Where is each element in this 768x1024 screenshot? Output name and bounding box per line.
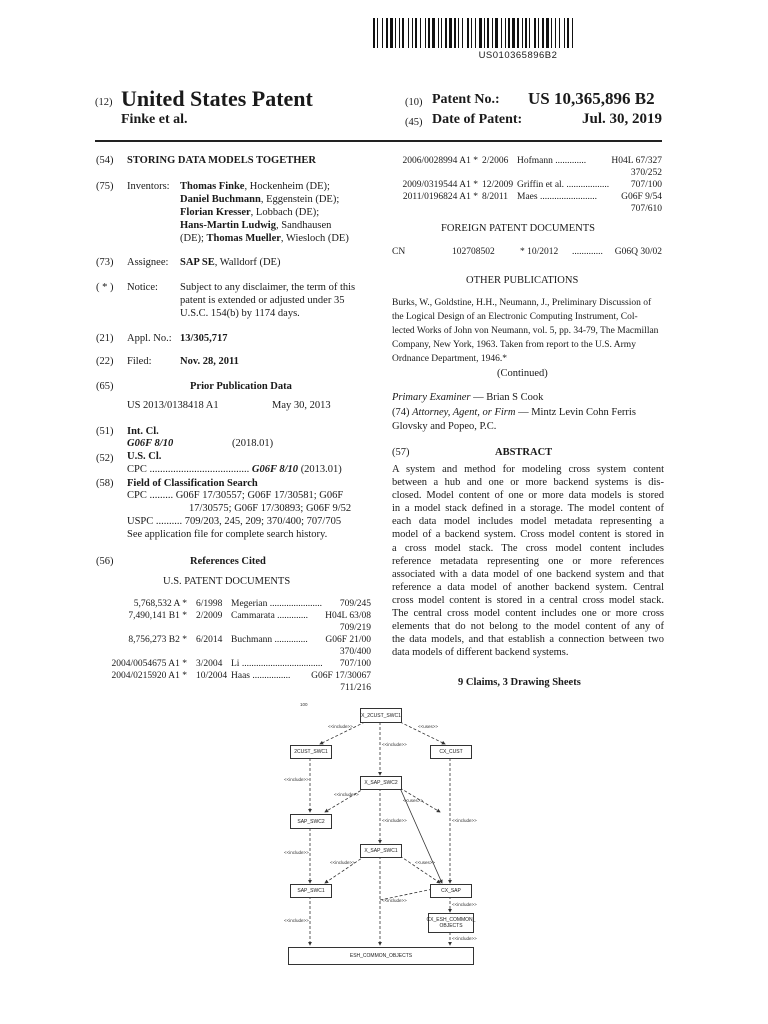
- inventors-label: Inventors:: [127, 181, 170, 192]
- us-docs-heading: U.S. PATENT DOCUMENTS: [163, 576, 291, 587]
- invention-title: STORING DATA MODELS TOGETHER: [127, 155, 316, 166]
- reference-row: 5,768,532 A * 6/1998 Megerian ...................... 709/245: [133, 599, 371, 609]
- abstract-line: elements that do not belong to the model content of any of: [392, 621, 664, 633]
- attorney: (74) Attorney, Agent, or Firm — Mintz Levin Cohn Ferris: [392, 407, 636, 418]
- edge-label: <<include>>: [334, 792, 359, 797]
- date-code: (45): [405, 117, 423, 128]
- inventors-list: [180, 180, 349, 245]
- notice-text: [180, 281, 370, 320]
- primary-examiner: Primary Examiner — Brian S Cook: [392, 392, 544, 403]
- node-sap-swc2: SAP_SWC2: [290, 814, 332, 829]
- abstract-line: between a hub and one or more backend systems is dis-: [392, 477, 664, 489]
- figure: [280, 700, 480, 970]
- reference-row: 2004/0054675 A1 * 3/2004 Li .................................. 707/100: [111, 659, 371, 669]
- reference-row: 2011/0196824 A1 * 8/2011 Maes ........................ G06F 9/54 707/610: [402, 192, 662, 214]
- refs-code: (56): [96, 556, 114, 567]
- abstract-code: (57): [392, 447, 410, 458]
- inventors-code: (75): [96, 181, 114, 192]
- prior-date: May 30, 2013: [272, 400, 331, 411]
- inventor-line: Hans-Martin Ludwig, Sandhausen: [180, 220, 332, 231]
- inventor-line: (DE); Thomas Mueller, Wiesloch (DE): [180, 233, 349, 244]
- patent-no-code: (10): [405, 97, 423, 108]
- notice-line: U.S.C. 154(b) by 1174 days.: [180, 308, 300, 319]
- assignee-label: Assignee:: [127, 257, 169, 268]
- abstract-line: the data models, and that establish a connection between two: [392, 634, 664, 646]
- notice-code: ( * ): [96, 282, 114, 293]
- edge-label: <<include>>: [382, 742, 407, 747]
- foreign-heading: FOREIGN PATENT DOCUMENTS: [441, 223, 596, 234]
- other-pubs-heading: OTHER PUBLICATIONS: [466, 275, 579, 286]
- abstract-line: model of a backend system. Cross model content is stored in: [392, 529, 664, 541]
- prior-heading: Prior Publication Data: [190, 381, 292, 392]
- intcl-label: Int. Cl.: [127, 426, 159, 437]
- inventor-line: Florian Kresser, Lobbach (DE);: [180, 207, 320, 218]
- edge-label: <<include>>: [284, 777, 309, 782]
- intcl-class: G06F 8/10: [127, 438, 174, 449]
- claims-count: 9 Claims, 3 Drawing Sheets: [458, 677, 581, 688]
- field-label: Field of Classification Search: [127, 478, 258, 489]
- node-2cust-swc1: 2CUST_SWC1: [290, 745, 332, 759]
- patent-date: Jul. 30, 2019: [582, 111, 663, 127]
- assignee-name: SAP SE: [180, 257, 215, 268]
- reference-row: 8,756,273 B2 * 6/2014 Buchmann .............. G06F 21/00 370/400: [128, 635, 371, 657]
- abstract-line: a cross model stack. The cross model content includes: [392, 542, 664, 554]
- cpc-line: CPC ...................................... G06F 8/10 (2013.01): [127, 464, 342, 475]
- patent-title-header: United States Patent: [121, 86, 313, 111]
- abstract-text: [392, 463, 664, 659]
- filed-label: Filed:: [127, 356, 152, 367]
- date-label: Date of Patent:: [432, 112, 523, 127]
- node-x-2cust-swc1: X_2CUST_SWC1: [360, 708, 402, 723]
- field-lines: CPC ......... G06F 17/30557; G06F 17/30581; G06F 17/30575; G06F 17/30893; G06F 9/52 USPC .......... 709/203, 245, 209; 370/400; 707/705 See application file for complete search history.: [127, 490, 352, 540]
- edge-label: <<uses>>: [418, 724, 439, 729]
- edge-label: <<include>>: [328, 724, 353, 729]
- appl-label: Appl. No.:: [127, 333, 172, 344]
- other-pubs: Burks, W., Goldstine, H.H., Neumann, J., Preliminary Discussion of the Logical Design of an Electronic Computing Instrument, Col- lected Works of John von Neumann, vol. 5, pp. 34-79, The Macmillan Company, New York, 1963. Taken from report to the U.S. Army Ordnance Department, 1946.*: [392, 298, 659, 364]
- assignee-code: (73): [96, 257, 114, 268]
- us-docs-list-cont: [392, 155, 662, 215]
- abstract-line: each data model includes model metadata representing a: [392, 516, 664, 528]
- reference-row: 7,490,141 B1 * 2/2009 Cammarata ............. H04L 63/08 709/219: [128, 611, 371, 633]
- notice-label: Notice:: [127, 282, 158, 293]
- header-rule: [95, 140, 662, 142]
- intcl-code: (51): [96, 426, 114, 437]
- patent-no-label: Patent No.:: [432, 92, 500, 107]
- prior-code: (65): [96, 381, 114, 392]
- appl-code: (21): [96, 333, 114, 344]
- node-x-sap-swc2: X_SAP_SWC2: [360, 776, 402, 790]
- node-esh-common-objects: ESH_COMMON_OBJECTS: [288, 947, 474, 965]
- abstract-line: reference metadata representing one or more references: [392, 555, 664, 567]
- figure-ref-number: 100: [300, 702, 308, 707]
- us-docs-list: [96, 598, 371, 694]
- node-x-sap-swc1: X_SAP_SWC1: [360, 844, 402, 858]
- field-code: (58): [96, 478, 114, 489]
- abstract-line: closed. Model content of one or more data models is stored: [392, 490, 664, 502]
- reference-row: 2006/0028994 A1 * 2/2006 Hofmann ............. H04L 67/327 370/252: [402, 156, 662, 178]
- abstract-line: A system and method for modeling cross system content: [392, 464, 664, 475]
- abstract-line: reference a data model of another backend system. Central: [392, 581, 664, 593]
- uscl-label: U.S. Cl.: [127, 451, 162, 462]
- edge-label: <<include>>: [284, 918, 309, 923]
- refs-heading: References Cited: [190, 556, 266, 567]
- edge-label: <<include>>: [382, 818, 407, 823]
- uscl-code: (52): [96, 453, 114, 464]
- filed-date: Nov. 28, 2011: [180, 356, 239, 367]
- inventor-line: Daniel Buchmann, Eggenstein (DE);: [180, 194, 340, 205]
- abstract-line: The central cross model content includes one or more cross: [392, 608, 664, 620]
- inventor-short: Finke et al.: [121, 112, 188, 127]
- edge-label: <<include>>: [284, 850, 309, 855]
- abstract-line: cross model content is stored in a central cross model stack.: [392, 594, 664, 606]
- reference-row: 2009/0319544 A1 * 12/2009 Griffin et al. .................. 707/100: [402, 180, 662, 190]
- abstract-heading: ABSTRACT: [495, 447, 553, 458]
- barcode-number: US010365896B2: [478, 50, 558, 61]
- foreign-row: CN 102708502 * 10/2012 ............. G06Q 30/02: [392, 247, 662, 257]
- edge-label: <<include>>: [452, 902, 477, 907]
- edge-label: <<include>>: [452, 818, 477, 823]
- title-code: (54): [96, 155, 114, 166]
- reference-row: 2004/0215920 A1 * 10/2004 Haas ................ G06F 17/30067 711/216: [111, 671, 371, 693]
- appl-number: 13/305,717: [180, 333, 228, 344]
- abstract-line: associated with a data model of one backend system and that: [392, 568, 664, 580]
- barcode: [373, 18, 663, 48]
- doc-kind-code: (12): [95, 97, 113, 108]
- edge-label: <<include>>: [382, 898, 407, 903]
- node-cx-esh-common-objects: CX_ESH_COMMON_ OBJECTS: [428, 913, 474, 933]
- filed-code: (22): [96, 356, 114, 367]
- edge-label: <<include>>: [452, 936, 477, 941]
- node-cx-sap: CX_SAP: [430, 884, 472, 898]
- node-sap-swc1: SAP_SWC1: [290, 884, 332, 898]
- node-cx-cust: CX_CUST: [430, 745, 472, 759]
- inventor-line: Thomas Finke, Hockenheim (DE);: [180, 181, 330, 192]
- continued-note: (Continued): [497, 368, 548, 379]
- notice-line: Subject to any disclaimer, the term of this: [180, 282, 356, 293]
- prior-publication: US 2013/0138418 A1: [127, 400, 219, 411]
- abstract-line: in a model stack defined in a storage. The model content of: [392, 503, 664, 515]
- assignee-location: , Walldorf (DE): [214, 257, 281, 268]
- attorney-firm: Glovsky and Popeo, P.C.: [392, 421, 497, 432]
- edge-label: <<uses>>: [403, 798, 424, 803]
- assignee: [180, 256, 280, 269]
- edge-label: <<uses>>: [415, 860, 436, 865]
- abstract-line: data models of different backend systems.: [392, 647, 569, 659]
- patent-number: US 10,365,896 B2: [528, 89, 655, 108]
- notice-line: patent is extended or adjusted under 35: [180, 295, 345, 306]
- edge-label: <<include>>: [330, 860, 355, 865]
- intcl-year: (2018.01): [232, 438, 274, 449]
